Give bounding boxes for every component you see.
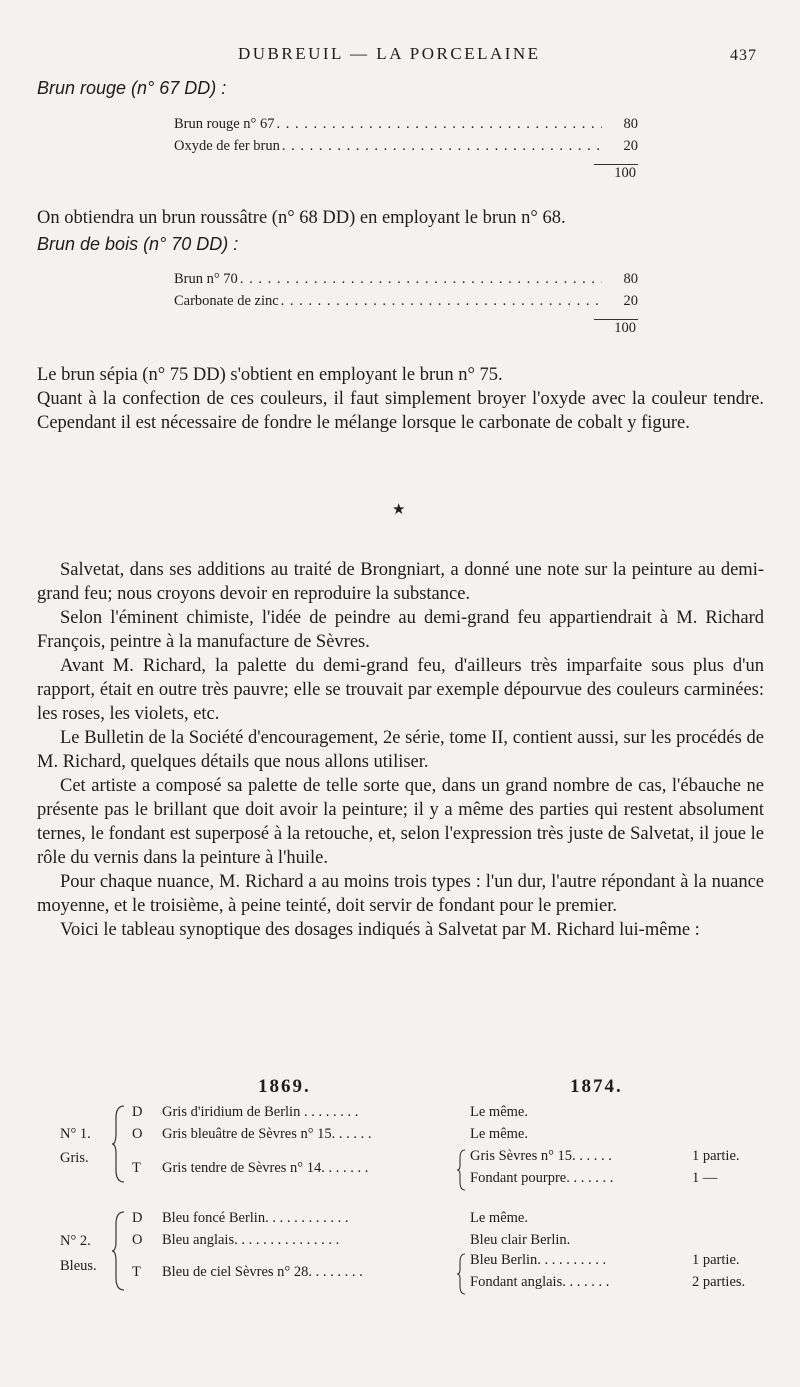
ingredient-name: Oxyde de fer brun bbox=[174, 138, 280, 154]
color-1869: Gris d'iridium de Berlin . . . . . . . . bbox=[162, 1104, 359, 1120]
group-label: Bleus. bbox=[60, 1258, 97, 1274]
text-block-demi-grand-feu bbox=[37, 558, 764, 942]
recipe-total: 100 bbox=[614, 165, 636, 181]
color-1869: Bleu foncé Berlin. . . . . . . . . . . . bbox=[162, 1210, 349, 1226]
year-heading-1874: 1874. bbox=[570, 1076, 623, 1097]
color-1869: Bleu de ciel Sèvres n° 28. . . . . . . . bbox=[162, 1264, 363, 1280]
color-1874: Fondant anglais. . . . . . . bbox=[470, 1274, 610, 1290]
color-1874: Bleu clair Berlin. bbox=[470, 1232, 571, 1248]
color-1874: Bleu Berlin. . . . . . . . . . bbox=[470, 1252, 607, 1268]
recipe-row bbox=[174, 271, 638, 293]
paragraph: Quant à la confection de ces couleurs, il faut simplement broyer l'oxyde avec la couleur tendre. Cependant il est nécessaire de fondre le mélange lorsque le carbonate de cobalt y figure. bbox=[37, 389, 764, 433]
type-letter: T bbox=[132, 1160, 141, 1176]
brun-rouge-heading: Brun rouge (n° 67 DD) : bbox=[37, 78, 227, 98]
type-letter: O bbox=[132, 1232, 143, 1248]
ingredient-amount: 20 bbox=[623, 138, 638, 154]
paragraph: Pour chaque nuance, M. Richard a au moins trois types : l'un dur, l'autre répondant à la nuance moyenne, et le troisième, à peine teinté, doit servir de fondant pour le premier. bbox=[37, 872, 764, 916]
type-letter: D bbox=[132, 1104, 143, 1120]
paragraph: Salvetat, dans ses additions au traité de Brongniart, a donné une note sur la peinture au demi-grand feu; nous croyons devoir en reproduire la substance. bbox=[37, 560, 764, 604]
type-letter: D bbox=[132, 1210, 143, 1226]
sub-brace bbox=[456, 1252, 466, 1296]
color-1869: Gris bleuâtre de Sèvres n° 15. . . . . . bbox=[162, 1126, 372, 1142]
quantity: 1 partie. bbox=[692, 1252, 740, 1268]
page-number: 437 bbox=[730, 47, 757, 64]
brun-bois-heading: Brun de bois (n° 70 DD) : bbox=[37, 234, 239, 254]
group-label: Gris. bbox=[60, 1150, 89, 1166]
ingredient-amount: 20 bbox=[623, 293, 638, 309]
paragraph: Le Bulletin de la Société d'encouragement, 2e série, tome II, contient aussi, sur les procédés de M. Richard, quelques détails que nous allons utiliser. bbox=[37, 728, 764, 772]
leader-dots bbox=[282, 138, 602, 155]
color-1869: Gris tendre de Sèvres n° 14. . . . . . . bbox=[162, 1160, 369, 1176]
paragraph: Cet artiste a composé sa palette de telle sorte que, dans un grand nombre de cas, l'ébauche ne présente pas le brillant que doit avoir la peinture; il y a même des parties qui restent absolument ternes, le fondant est superposé à la retouche, et, selon l'expression très juste de Salvetat, il joue le rôle du vernis dans la peinture à l'huile. bbox=[37, 776, 764, 868]
section-separator-star: ★ bbox=[392, 502, 406, 518]
color-1869: Bleu anglais. . . . . . . . . . . . . . . bbox=[162, 1232, 340, 1248]
paragraph: Voici le tableau synoptique des dosages indiqués à Salvetat par M. Richard lui-même : bbox=[60, 920, 700, 940]
type-letter: O bbox=[132, 1126, 143, 1142]
color-1874: Fondant pourpre. . . . . . . bbox=[470, 1170, 614, 1186]
ingredient-amount: 80 bbox=[623, 116, 638, 132]
leader-dots bbox=[276, 116, 602, 133]
group-number: N° 2. bbox=[60, 1233, 91, 1249]
year-heading-1869: 1869. bbox=[258, 1076, 311, 1097]
running-title: DUBREUIL — LA PORCELAINE bbox=[238, 44, 541, 63]
sub-brace bbox=[456, 1148, 466, 1192]
group-brace bbox=[112, 1104, 126, 1184]
color-1874: Le même. bbox=[470, 1210, 528, 1226]
paragraph: Selon l'éminent chimiste, l'idée de peindre au demi-grand feu appartiendrait à M. Richard François, peintre à la manufacture de Sèvres. bbox=[37, 608, 764, 652]
ingredient-name: Brun n° 70 bbox=[174, 271, 238, 287]
group-number: N° 1. bbox=[60, 1126, 91, 1142]
ingredient-name: Carbonate de zinc bbox=[174, 293, 279, 309]
paragraph: On obtiendra un brun roussâtre (n° 68 DD) en employant le brun n° 68. bbox=[37, 208, 566, 228]
recipe-row bbox=[174, 116, 638, 138]
recipe-row bbox=[174, 138, 638, 160]
quantity: 1 — bbox=[692, 1170, 718, 1186]
group-brace bbox=[112, 1210, 126, 1292]
leader-dots bbox=[240, 271, 602, 288]
type-letter: T bbox=[132, 1264, 141, 1280]
paragraph: Le brun sépia (n° 75 DD) s'obtient en employant le brun n° 75. bbox=[37, 365, 503, 385]
ingredient-amount: 80 bbox=[623, 271, 638, 287]
brun-bois-recipe bbox=[174, 271, 638, 342]
color-1874: Le même. bbox=[470, 1104, 528, 1120]
ingredient-name: Brun rouge n° 67 bbox=[174, 116, 275, 132]
text-block-colors bbox=[37, 363, 764, 435]
color-1874: Gris Sèvres n° 15. . . . . . bbox=[470, 1148, 612, 1164]
recipe-row bbox=[174, 293, 638, 315]
quantity: 2 parties. bbox=[692, 1274, 746, 1290]
brun-rouge-recipe bbox=[174, 116, 638, 187]
quantity: 1 partie. bbox=[692, 1148, 740, 1164]
paragraph: Avant M. Richard, la palette du demi-grand feu, d'ailleurs très imparfaite sous plus d'un rapport, était en outre très pauvre; elle se trouvait par exemple dépourvue des couleurs carminées: les roses, les violets, etc. bbox=[37, 656, 764, 724]
leader-dots bbox=[281, 293, 602, 310]
recipe-total: 100 bbox=[614, 320, 636, 336]
color-1874: Le même. bbox=[470, 1126, 528, 1142]
